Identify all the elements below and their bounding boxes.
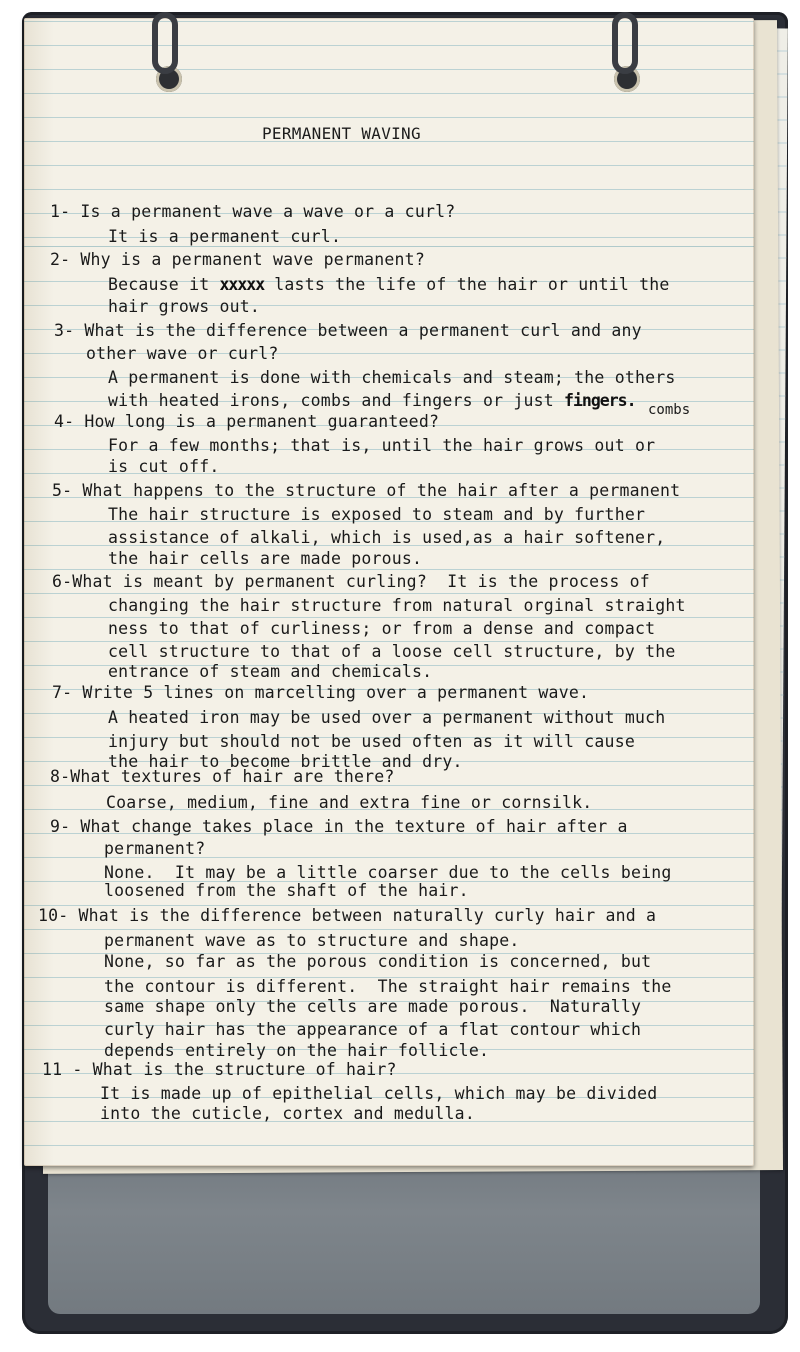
answer-8-line-1: Coarse, medium, fine and extra fine or cornsilk. — [106, 793, 593, 812]
answer-1-line-1: It is a permanent curl. — [108, 227, 342, 246]
answer-10-line-3: same shape only the cells are made porous. Naturally — [104, 997, 642, 1016]
answer-4-line-1: For a few months; that is, until the hair grows out or — [108, 436, 656, 455]
answer-10-line-2: the contour is different. The straight hair remains the — [104, 977, 672, 996]
question-2: 2- Why is a permanent wave permanent? — [50, 250, 425, 269]
answer-7-line-1: A heated iron may be used over a permanent without much — [108, 708, 666, 727]
question-10-line-2: permanent wave as to structure and shape. — [104, 931, 520, 950]
answer-3-line-1: A permanent is done with chemicals and steam; the others — [108, 368, 676, 387]
page-title: PERMANENT WAVING — [262, 124, 421, 143]
answer-4-line-2: is cut off. — [108, 457, 220, 476]
question-7: 7- Write 5 lines on marcelling over a permanent wave. — [52, 683, 590, 702]
answer-2-line-2: hair grows out. — [108, 297, 261, 316]
question-10-line-1: 10- What is the difference between naturally curly hair and a — [38, 906, 657, 925]
question-9-line-1: 9- What change takes place in the texture of hair after a — [50, 817, 628, 836]
question-8: 8-What textures of hair are there? — [50, 767, 395, 786]
answer-5-line-1: The hair structure is exposed to steam and by further — [108, 505, 646, 524]
answer-5-line-2: assistance of alkali, which is used,as a hair softener, — [108, 528, 666, 547]
question-5: 5- What happens to the structure of the hair after a permanent — [52, 481, 681, 500]
answer-5-line-3: the hair cells are made porous. — [108, 549, 423, 568]
answer-7-line-2: injury but should not be used often as it will cause — [108, 732, 635, 751]
question-3-line-2: other wave or curl? — [86, 344, 279, 363]
struck-out-word-2: fingers. — [564, 391, 636, 410]
struck-out-word: xxxxx — [219, 275, 265, 294]
answer-6-line-2: ness to that of curliness; or from a dense and compact — [108, 619, 656, 638]
question-6: 6-What is meant by permanent curling? It is the process of — [52, 572, 650, 591]
answer-9-line-2: loosened from the shaft of the hair. — [104, 881, 469, 900]
question-4: 4- How long is a permanent guaranteed? — [54, 412, 440, 431]
overtyped-correction: combs — [648, 402, 691, 418]
answer-10-line-1: None, so far as the porous condition is concerned, but — [104, 952, 652, 971]
question-11: 11 - What is the structure of hair? — [42, 1060, 397, 1079]
answer-11-line-2: into the cuticle, cortex and medulla. — [100, 1104, 475, 1123]
answer-6-line-4: entrance of steam and chemicals. — [108, 662, 433, 681]
answer-3-line-2 — [108, 391, 636, 411]
answer-6-line-3: cell structure to that of a loose cell structure, by the — [108, 642, 676, 661]
answer-10-line-4: curly hair has the appearance of a flat contour which — [104, 1020, 642, 1039]
answer-10-line-5: depends entirely on the hair follicle. — [104, 1041, 490, 1060]
answer-7-line-3: the hair to become brittle and dry. — [108, 752, 463, 771]
question-3-line-1: 3- What is the difference between a permanent curl and any — [54, 321, 642, 340]
answer-2-text-b: lasts the life of the hair or until the — [264, 275, 670, 294]
answer-11-line-1: It is made up of epithelial cells, which may be divided — [100, 1084, 658, 1103]
question-1: 1- Is a permanent wave a wave or a curl? — [50, 202, 456, 221]
answer-2-text-a: Because it — [108, 275, 220, 294]
answer-9-line-1: None. It may be a little coarser due to the cells being — [104, 863, 672, 882]
answer-2-line-1 — [108, 275, 670, 295]
answer-3-text: with heated irons, combs and fingers or just — [108, 391, 565, 410]
answer-6-line-1: changing the hair structure from natural orginal straight — [108, 596, 686, 615]
question-9-line-2: permanent? — [104, 839, 206, 858]
